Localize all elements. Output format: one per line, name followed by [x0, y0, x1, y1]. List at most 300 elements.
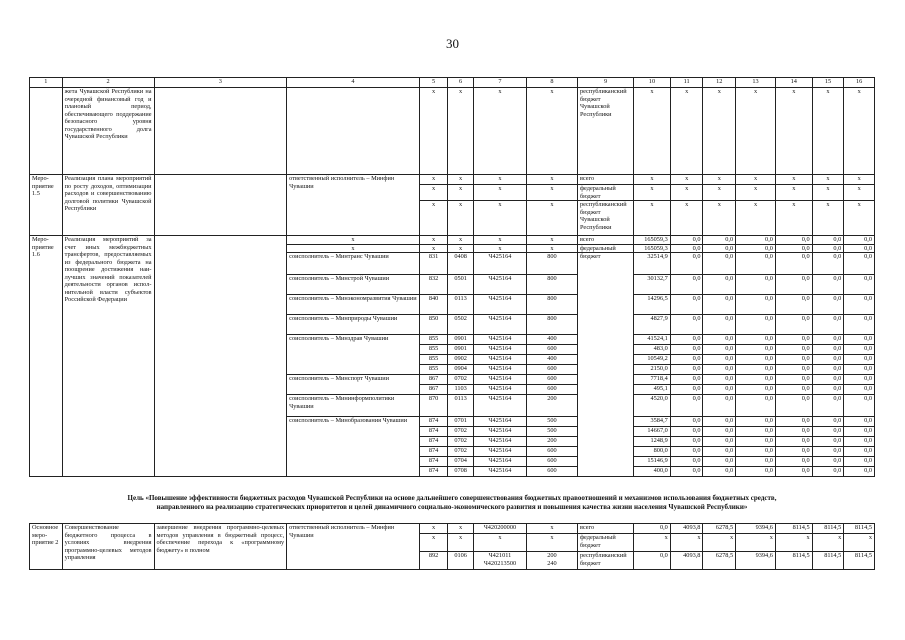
table-cell: 10549,2	[634, 355, 671, 365]
table-cell: 0,0	[703, 345, 736, 355]
column-number: 15	[812, 78, 844, 88]
table-cell: 0,0	[703, 447, 736, 457]
column-number: 11	[670, 78, 703, 88]
table-cell: 0,0	[775, 315, 812, 335]
table-cell: Ч425164	[473, 345, 526, 355]
table-cell: 6278,5	[703, 524, 736, 534]
table-cell: 0,0	[736, 385, 776, 395]
table-cell: 0,0	[736, 437, 776, 447]
table-cell: 850	[419, 315, 448, 335]
table-cell: 0,0	[703, 275, 736, 295]
table-cell: x	[670, 534, 703, 552]
table-cell: 0,0	[775, 236, 812, 245]
table-cell: 165059,3	[634, 244, 671, 253]
table-cell: 0,0	[775, 275, 812, 295]
table-cell: x	[775, 185, 812, 201]
table-cell: 0702	[448, 427, 474, 437]
table-cell	[30, 88, 63, 175]
table-cell: Ч425164	[473, 467, 526, 477]
table-cell: 0701	[448, 417, 474, 427]
table-cell: всего	[577, 175, 633, 185]
table-cell: x	[812, 534, 844, 552]
table-cell: Ч425164	[473, 365, 526, 375]
table-cell: 0,0	[775, 345, 812, 355]
executor-cell: ответственный исполнитель – Минфин Чувашии	[287, 175, 420, 236]
table-cell: 600	[526, 457, 577, 467]
table-cell: 0,0	[812, 427, 844, 437]
table-cell: 867	[419, 375, 448, 385]
table-cell: 800	[526, 315, 577, 335]
column-number: 3	[154, 78, 287, 88]
table-cell: 0,0	[736, 275, 776, 295]
header-row	[30, 78, 875, 88]
table-cell: Ч425164	[473, 417, 526, 427]
table-cell: 0704	[448, 457, 474, 467]
table-cell: 0,0	[736, 295, 776, 315]
table-cell: 0702	[448, 375, 474, 385]
table-cell: 14667,0	[634, 427, 671, 437]
table-cell: Ч425164	[473, 295, 526, 315]
table-cell: x	[634, 185, 671, 201]
table-cell: Ч425164	[473, 447, 526, 457]
table-cell: x	[473, 534, 526, 552]
table-cell: 0,0	[703, 395, 736, 417]
table-cell: 0,0	[703, 365, 736, 375]
table-cell: 0,0	[703, 467, 736, 477]
table-cell: 870	[419, 395, 448, 417]
table-cell: 0,0	[844, 236, 875, 245]
table-cell: x	[775, 88, 812, 175]
table-cell: x	[670, 88, 703, 175]
table-cell: 0,0	[812, 395, 844, 417]
table-cell: 855	[419, 365, 448, 375]
table-cell: 0,0	[844, 427, 875, 437]
table-cell: всего	[577, 524, 633, 534]
table-cell: x	[775, 201, 812, 236]
table-cell: 0,0	[670, 253, 703, 275]
table-cell: 855	[419, 335, 448, 345]
executor-cell: соисполнитель – Минэкономразвития Чувашии	[287, 295, 420, 315]
table-cell: 0,0	[775, 395, 812, 417]
table-cell: Ч425164	[473, 355, 526, 365]
table-cell: 0408	[448, 253, 474, 275]
table-cell: x	[736, 88, 776, 175]
table-cell: 0,0	[844, 457, 875, 467]
table-cell: 0,0	[844, 385, 875, 395]
table-cell: 2150,0	[634, 365, 671, 375]
executor-cell: соисполнитель – Минобразования Чувашии	[287, 417, 420, 477]
table-cell: 840	[419, 295, 448, 315]
table-row	[30, 88, 875, 175]
table-cell: 0,0	[844, 417, 875, 427]
table-cell: 0,0	[703, 355, 736, 365]
table-cell: x	[703, 201, 736, 236]
budget-table-continued	[29, 523, 875, 570]
table-cell: x	[526, 175, 577, 185]
table-cell: 0,0	[812, 244, 844, 253]
table-cell	[154, 175, 287, 236]
table-cell: 0,0	[670, 417, 703, 427]
table-row	[30, 175, 875, 185]
table-cell: 400	[526, 355, 577, 365]
table-cell: 0,0	[670, 447, 703, 457]
table-cell: x	[526, 524, 577, 534]
table-cell: 0,0	[634, 524, 671, 534]
table-cell: 0,0	[812, 365, 844, 375]
table-cell: 0,0	[670, 275, 703, 295]
table-cell: 867	[419, 385, 448, 395]
column-number: 13	[736, 78, 776, 88]
table-cell: федеральный	[577, 244, 633, 253]
column-number: 12	[703, 78, 736, 88]
page-number: 30	[446, 36, 459, 51]
table-cell: x	[473, 175, 526, 185]
table-cell: 0,0	[812, 315, 844, 335]
table-cell: 0,0	[775, 427, 812, 437]
table-cell: 9394,6	[736, 552, 776, 570]
column-number: 7	[473, 78, 526, 88]
table-cell: 0,0	[844, 447, 875, 457]
table-cell: 800	[526, 275, 577, 295]
table-cell: 0501	[448, 275, 474, 295]
table-cell: Ч425164	[473, 335, 526, 345]
table-cell	[287, 88, 420, 175]
table-cell: 0,0	[736, 236, 776, 245]
table-cell: 0902	[448, 355, 474, 365]
table-cell: x	[812, 185, 844, 201]
table-cell: Ч425164	[473, 457, 526, 467]
table-cell: 0,0	[775, 437, 812, 447]
table-cell: x	[703, 175, 736, 185]
table-cell: x	[526, 236, 577, 245]
table-cell: 0,0	[812, 275, 844, 295]
table-cell: 4093,8	[670, 552, 703, 570]
table-cell: 8114,5	[844, 552, 875, 570]
table-cell: 855	[419, 355, 448, 365]
table-cell: 30132,7	[634, 275, 671, 295]
table-cell: федеральный бюджет	[577, 185, 633, 201]
table-cell: Ч425164	[473, 253, 526, 275]
table-cell: 0,0	[844, 437, 875, 447]
table-cell: 874	[419, 417, 448, 427]
description-cell: Реализация плана мероприятий по росту доходов, оптимизации расходов и совершенствованию долговой политики Чувашской Республики	[62, 175, 154, 236]
table-cell: x	[775, 534, 812, 552]
table-cell: x	[287, 244, 420, 253]
table-cell: x	[736, 201, 776, 236]
table-cell: 0,0	[812, 437, 844, 447]
table-cell: 0,0	[670, 365, 703, 375]
table-cell: 0,0	[703, 236, 736, 245]
table-cell: 0,0	[775, 365, 812, 375]
executor-cell: соисполнитель – Минздрав Чувашии	[287, 335, 420, 375]
table-cell: 0,0	[670, 457, 703, 467]
table-cell: 0,0	[844, 295, 875, 315]
table-cell: x	[775, 175, 812, 185]
goal-heading	[29, 494, 875, 512]
table-cell: 0,0	[703, 244, 736, 253]
table-cell: 832	[419, 275, 448, 295]
table-cell: 874	[419, 457, 448, 467]
table-row	[30, 524, 875, 534]
table-cell: 500	[526, 417, 577, 427]
table-cell: x	[448, 88, 474, 175]
executor-cell: соисполнитель – Минспорт Чувашии	[287, 375, 420, 395]
table-cell: 0904	[448, 365, 474, 375]
table-cell: 8114,5	[844, 524, 875, 534]
table-cell: 831	[419, 253, 448, 275]
table-cell: x	[703, 185, 736, 201]
table-cell: 0,0	[703, 295, 736, 315]
table-cell: 0,0	[775, 335, 812, 345]
table-cell: 0,0	[670, 467, 703, 477]
table-cell: x	[736, 185, 776, 201]
table-cell: 7718,4	[634, 375, 671, 385]
table-cell: 6278,5	[703, 552, 736, 570]
column-number: 2	[62, 78, 154, 88]
table-cell: Ч421011 Ч420213500	[473, 552, 526, 570]
table-cell: 0,0	[736, 395, 776, 417]
table-cell: 1248,9	[634, 437, 671, 447]
table-cell: 32514,9	[634, 253, 671, 275]
table-cell: 0,0	[703, 417, 736, 427]
table-cell: 0,0	[703, 375, 736, 385]
table-cell: 0,0	[844, 335, 875, 345]
description-cell: Реализация мероприятий за счет иных межбюджетных трансфертов, предоставляемых из федерального бюджета на поощрение достижения наилучших значений показателей деятельности органов исполнительной власти субъектов Российской Федерации	[62, 236, 154, 477]
table-cell: 400,0	[634, 467, 671, 477]
table-cell: 600	[526, 385, 577, 395]
table-cell: 0,0	[812, 295, 844, 315]
table-cell: 8114,5	[775, 524, 812, 534]
table-cell: 0,0	[736, 467, 776, 477]
table-cell: 8114,5	[775, 552, 812, 570]
table-cell: 0,0	[670, 335, 703, 345]
table-cell: 0901	[448, 335, 474, 345]
table-cell: 0708	[448, 467, 474, 477]
table-cell: 0,0	[775, 295, 812, 315]
table-cell: Ч425164	[473, 437, 526, 447]
table-cell: x	[473, 244, 526, 253]
table-cell: 0113	[448, 395, 474, 417]
table-cell: 14296,5	[634, 295, 671, 315]
table-cell: 0,0	[812, 355, 844, 365]
table-cell: 874	[419, 447, 448, 457]
table-cell: 874	[419, 437, 448, 447]
table-cell: 400	[526, 335, 577, 345]
table-cell: 9394,6	[736, 524, 776, 534]
table-cell: x	[526, 201, 577, 236]
table-cell: 0,0	[736, 345, 776, 355]
table-cell: 4827,9	[634, 315, 671, 335]
executor-cell: соисполнитель – Mининформполитики Чувашии	[287, 395, 420, 417]
table-row	[30, 236, 875, 245]
table-cell: 0,0	[844, 244, 875, 253]
table-cell: 800,0	[634, 447, 671, 457]
table-cell: 0,0	[812, 457, 844, 467]
table-cell: 0,0	[703, 427, 736, 437]
table-cell: 0,0	[703, 315, 736, 335]
table-cell: республиканский бюджет	[577, 552, 633, 570]
table-cell: Ч425164	[473, 427, 526, 437]
table-cell: 4093,8	[670, 524, 703, 534]
table-cell: 0,0	[812, 385, 844, 395]
table-cell: x	[448, 236, 474, 245]
table-cell: x	[844, 534, 875, 552]
table-cell: x	[419, 524, 448, 534]
table-cell: x	[448, 175, 474, 185]
table-cell: 200	[526, 437, 577, 447]
table-cell: 0,0	[736, 447, 776, 457]
table-cell: 0,0	[670, 244, 703, 253]
budget-table	[29, 77, 875, 477]
table-cell: 600	[526, 345, 577, 355]
table-cell: 0,0	[812, 447, 844, 457]
table-cell: x	[634, 534, 671, 552]
table-cell: 0,0	[670, 427, 703, 437]
table-cell: 0,0	[736, 365, 776, 375]
table-cell: x	[844, 175, 875, 185]
table-cell: 0,0	[844, 375, 875, 385]
table-cell: x	[670, 185, 703, 201]
table-cell: 600	[526, 375, 577, 385]
table-cell: 0106	[448, 552, 474, 570]
table-cell: 3584,7	[634, 417, 671, 427]
table-cell: x	[526, 185, 577, 201]
table-cell: 0113	[448, 295, 474, 315]
table-cell: 0,0	[736, 315, 776, 335]
table-cell: x	[844, 201, 875, 236]
table-cell: 0,0	[670, 236, 703, 245]
measure-name: Мероприятие 1.5	[30, 175, 63, 236]
table-cell: x	[703, 88, 736, 175]
table-cell: 0702	[448, 437, 474, 447]
table-cell: Ч425164	[473, 395, 526, 417]
column-number: 9	[577, 78, 633, 88]
table-cell: 165059,3	[634, 236, 671, 245]
table-cell: x	[634, 175, 671, 185]
measure-name: Мероприятие 1.6	[30, 236, 63, 477]
table-cell: 800	[526, 253, 577, 275]
table-cell: 0,0	[812, 417, 844, 427]
table-cell: 1103	[448, 385, 474, 395]
table-cell: x	[526, 88, 577, 175]
table-cell: 800	[526, 295, 577, 315]
table-cell: 0,0	[736, 355, 776, 365]
executor-cell: соисполнитель – Минстрой Чувашии	[287, 275, 420, 295]
table-cell: 200 240	[526, 552, 577, 570]
table-cell: 500	[526, 427, 577, 437]
table-cell: 0,0	[736, 335, 776, 345]
table-cell: 0,0	[670, 375, 703, 385]
table-cell: 874	[419, 427, 448, 437]
table-cell: Ч420200000	[473, 524, 526, 534]
table-cell: x	[473, 185, 526, 201]
table-cell: 855	[419, 345, 448, 355]
table-cell: x	[703, 534, 736, 552]
table-cell: x	[448, 201, 474, 236]
table-cell: x	[736, 175, 776, 185]
column-number: 4	[287, 78, 420, 88]
table-cell: 0,0	[844, 275, 875, 295]
table-cell: 0,0	[812, 467, 844, 477]
table-cell: 0,0	[844, 365, 875, 375]
table-cell: x	[670, 201, 703, 236]
table-cell: 4520,0	[634, 395, 671, 417]
table-cell: 8114,5	[812, 524, 844, 534]
table-cell: x	[419, 201, 448, 236]
table-cell: x	[670, 175, 703, 185]
table-cell: 0,0	[775, 457, 812, 467]
column-number: 8	[526, 78, 577, 88]
table-cell: x	[812, 201, 844, 236]
table-cell: 0,0	[812, 236, 844, 245]
table-cell: 483,0	[634, 345, 671, 355]
description-cell: Совершенствование бюджетного процесса в условиях внедрения программно-целевых методов управления	[62, 524, 154, 570]
table-cell: x	[287, 236, 420, 245]
table-cell: 0,0	[775, 417, 812, 427]
table-cell: 0,0	[775, 447, 812, 457]
table-cell: 0702	[448, 447, 474, 457]
table-cell: 0,0	[670, 355, 703, 365]
description-cell: жета Чувашской Республики на очередной финансовый год и плановый период, обеспечивающего поддержание безопасного уровня государственного долга Чувашской Республики	[62, 88, 154, 175]
table-cell: x	[844, 88, 875, 175]
column-number: 6	[448, 78, 474, 88]
table-cell: 0,0	[812, 345, 844, 355]
table-cell: 0,0	[775, 467, 812, 477]
table-cell: 0,0	[844, 315, 875, 335]
table-cell: 600	[526, 365, 577, 375]
table-cell: x	[419, 236, 448, 245]
table-cell: x	[448, 244, 474, 253]
table-cell: x	[473, 201, 526, 236]
table-cell: 600	[526, 447, 577, 457]
table-cell: 892	[419, 552, 448, 570]
table-cell: x	[419, 534, 448, 552]
table-cell: 0,0	[736, 457, 776, 467]
table-cell: 0,0	[736, 375, 776, 385]
table-cell: 15146,9	[634, 457, 671, 467]
table-cell: 0,0	[670, 437, 703, 447]
table-cell: 0,0	[670, 385, 703, 395]
table-cell	[154, 236, 287, 477]
executor-cell: соисполнитель – Минприроды Чувашии	[287, 315, 420, 335]
table-cell	[154, 88, 287, 175]
table-cell: 0,0	[736, 427, 776, 437]
table-cell: 8114,5	[812, 552, 844, 570]
table-cell: 0,0	[812, 335, 844, 345]
table-cell: x	[634, 201, 671, 236]
table-cell: 495,1	[634, 385, 671, 395]
table-cell: 0,0	[844, 253, 875, 275]
table-cell: 0,0	[703, 335, 736, 345]
table-cell: федеральный бюджет	[577, 534, 633, 552]
table-cell: республиканский бюджет Чувашской Республики	[577, 201, 633, 236]
column-number: 14	[775, 78, 812, 88]
table-cell: x	[844, 185, 875, 201]
table-cell: 0,0	[812, 253, 844, 275]
table-cell: 0,0	[775, 244, 812, 253]
executor-cell: соисполнитель – Минтранс Чувашии	[287, 253, 420, 275]
column-number: 10	[634, 78, 671, 88]
table-cell: x	[812, 88, 844, 175]
table-cell: 0,0	[844, 395, 875, 417]
table-cell: 0901	[448, 345, 474, 355]
table-cell: 0,0	[775, 253, 812, 275]
table-cell: x	[526, 244, 577, 253]
table-cell: 0,0	[844, 345, 875, 355]
table-cell: x	[419, 244, 448, 253]
table-cell: 0,0	[736, 253, 776, 275]
target-cell: завершение внедрения программно-целевых методов управления в бюджетный процесс, обеспечение перехода к «программному бюджету» в полном	[154, 524, 287, 570]
